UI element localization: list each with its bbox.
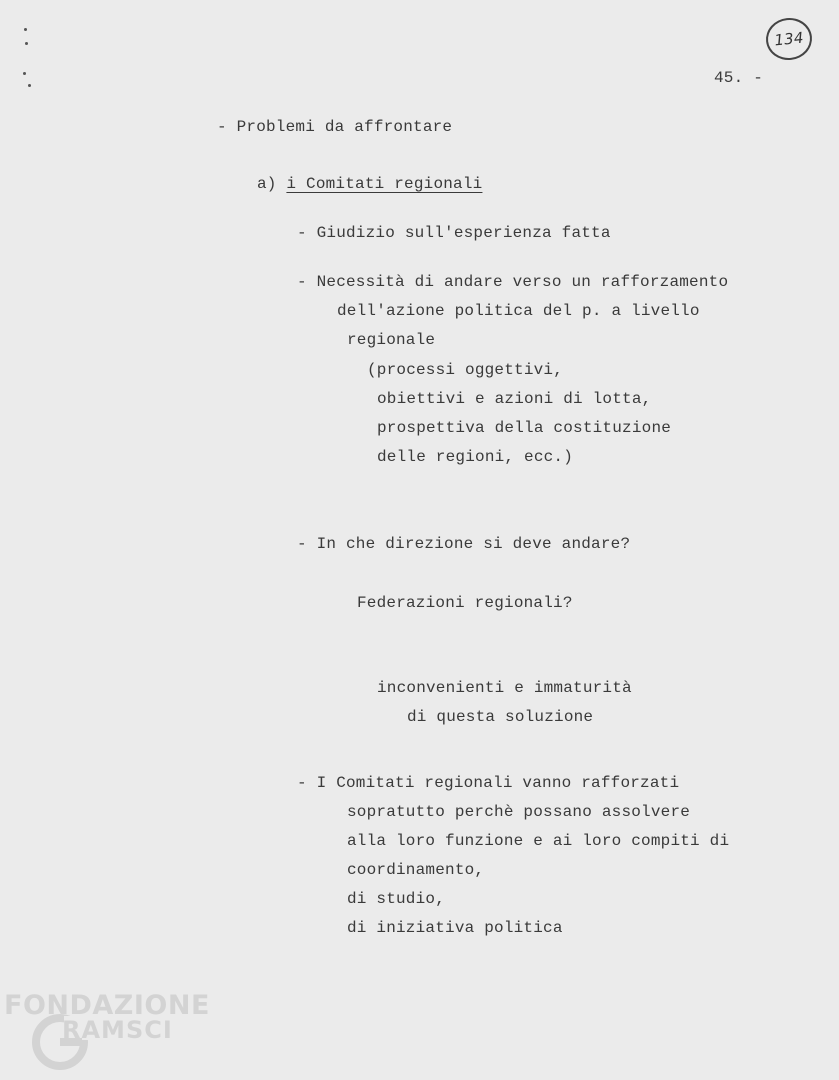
item-comitati-line: di studio,	[347, 890, 446, 908]
item-necessita-line: dell'azione politica del p. a livello	[337, 302, 700, 320]
foundation-logo	[2, 990, 212, 1076]
item-comitati-line: alla loro funzione e ai loro compiti di	[347, 832, 730, 850]
item-necessita-line: regionale	[347, 331, 436, 349]
heading: - Problemi da affrontare	[217, 118, 453, 136]
item-comitati-line: - I Comitati regionali vanno rafforzati	[297, 774, 680, 792]
logo-text-fondazione: FONDAZIONE	[4, 990, 210, 1021]
item-necessita-line: obiettivi e azioni di lotta,	[377, 390, 652, 408]
page-number: 45. -	[714, 69, 764, 87]
margin-dot	[24, 28, 27, 31]
section-a	[257, 174, 482, 194]
margin-dot	[25, 42, 28, 45]
item-necessita-line: delle regioni, ecc.)	[377, 448, 574, 466]
section-a-marker: a)	[257, 175, 277, 193]
item-necessita-line: (processi oggettivi,	[367, 361, 564, 379]
item-giudizio: - Giudizio sull'esperienza fatta	[297, 224, 611, 242]
section-a-title: i Comitati regionali	[286, 175, 483, 193]
margin-dot	[23, 72, 26, 75]
item-comitati-line: sopratutto perchè possano assolvere	[347, 803, 691, 821]
item-direzione: - In che direzione si deve andare?	[297, 535, 631, 553]
item-necessita-line: - Necessità di andare verso un rafforzamento	[297, 273, 729, 291]
item-inconvenienti-line: di questa soluzione	[407, 708, 594, 726]
item-inconvenienti-line: inconvenienti e immaturità	[377, 679, 632, 697]
item-federazioni: Federazioni regionali?	[357, 594, 573, 612]
margin-dot	[28, 84, 31, 87]
item-necessita-line: prospettiva della costituzione	[377, 419, 672, 437]
logo-text-gramsci: RAMSCI	[62, 1016, 173, 1044]
folio-stamp: 134	[764, 16, 814, 63]
item-comitati-line: di iniziativa politica	[347, 919, 563, 937]
margin-marks	[20, 24, 34, 94]
item-comitati-line: coordinamento,	[347, 861, 485, 879]
